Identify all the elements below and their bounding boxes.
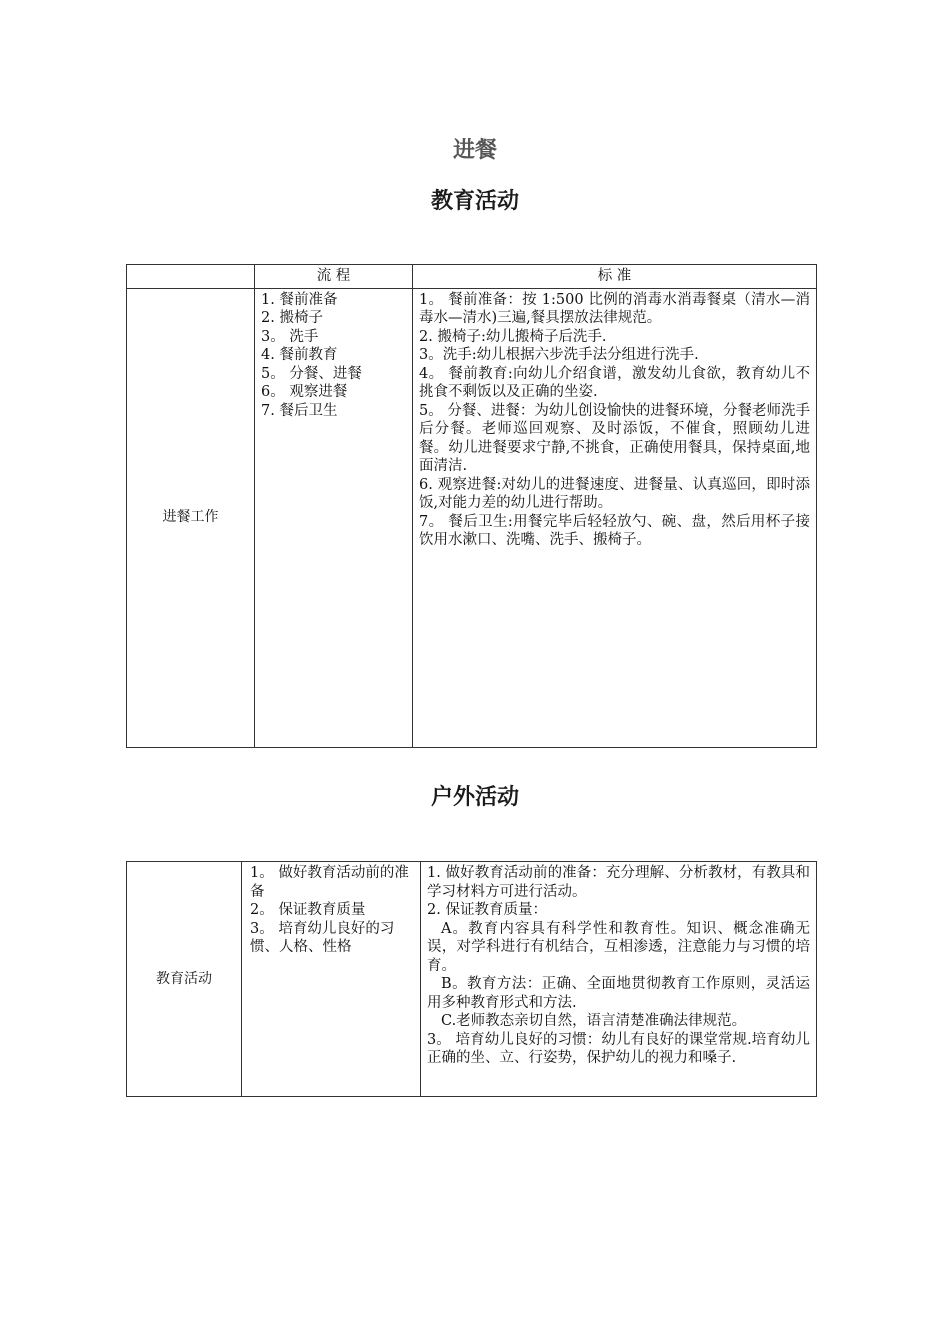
list-item: 1。 做好教育活动前的准备 [250,865,409,900]
row-label: 教育活动 [127,862,242,1097]
standard-text [413,288,817,747]
list-item: 3。 洗手 [261,328,319,345]
list-item: 6。 观察进餐 [261,384,348,400]
row-label: 进餐工作 [127,288,255,747]
standard-paragraph: A。教育内容具有科学性和教育性。知识、概念准确无误，对学科进行有机结合，互相渗透，注意能力与习惯的培育。 [427,920,810,974]
list-item: 3。 培育幼儿良好的习惯、人格、性格 [250,920,395,955]
standard-paragraph: 2. 保证教育质量： [427,902,547,918]
meal-work-table [126,264,817,748]
section-title-outdoor: 户外活动 [430,785,519,810]
standard-paragraph: 5。 分餐、进餐：为幼儿创设愉快的进餐环境，分餐老师洗手后分餐。老师巡回观察、及时添饭，不催食，照顾幼儿进餐。幼儿进餐要求宁静,不挑食，正确使用餐具，保持桌面,地面清洁. [419,402,810,474]
section-title-education: 教育活动 [430,189,519,214]
process-list [242,862,421,1097]
standard-paragraph: 3。洗手:幼儿根据六步洗手法分组进行洗手. [419,347,699,363]
standard-paragraph: 2. 搬椅子:幼儿搬椅子后洗手. [419,328,607,345]
education-activity-table [126,861,817,1097]
list-item: 2. 搬椅子 [261,310,323,326]
list-item: 4. 餐前教育 [261,347,338,363]
table-row [127,288,817,747]
header-cell-empty [127,265,255,289]
standard-paragraph: 3。 培育幼儿良好的习惯：幼儿有良好的课堂常规.培育幼儿正确的坐、立、行姿势，保护幼儿的视力和嗓子. [427,1031,810,1066]
process-list [255,288,413,747]
standard-paragraph: 1。 餐前准备：按 1:500 比例的消毒水消毒餐桌（清水—消毒水—清水)三遍,餐具摆放法律规范。 [419,291,810,326]
standard-text [421,862,817,1097]
header-cell-standard: 标 准 [413,265,817,289]
table-row [127,862,817,1097]
list-item: 1. 餐前准备 [261,291,338,308]
table-header-row [127,265,817,289]
header-cell-process: 流 程 [255,265,413,289]
standard-paragraph: 7。 餐后卫生:用餐完毕后轻轻放勺、碗、盘，然后用杯子接饮用水漱口、洗嘴、洗手、搬椅子。 [419,513,810,548]
standard-paragraph: C.老师教态亲切自然，语言清楚准确法律规范。 [441,1013,747,1029]
document-title: 进餐 [452,138,497,163]
standard-paragraph: B。教育方法：正确、全面地贯彻教育工作原则，灵活运用多种教育形式和方法. [427,976,810,1011]
standard-paragraph: 1. 做好教育活动前的准备：充分理解、分析教材，有教具和学习材料方可进行活动。 [427,865,810,900]
standard-paragraph: 6. 观察进餐:对幼儿的进餐速度、进餐量、认真巡回，即时添饭,对能力差的幼儿进行帮助。 [419,476,810,511]
standard-paragraph: 4。 餐前教育:向幼儿介绍食谱，激发幼儿食欲，教育幼儿不挑食不剩饭以及正确的坐姿. [419,365,810,400]
list-item: 2。 保证教育质量 [250,902,366,918]
list-item: 5。 分餐、进餐 [261,365,362,382]
list-item: 7. 餐后卫生 [261,402,338,419]
